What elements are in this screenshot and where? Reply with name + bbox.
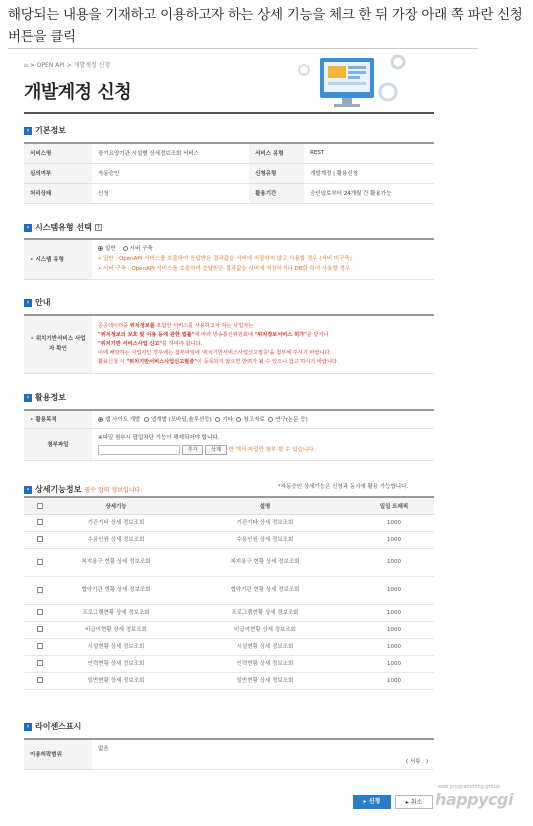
row-checkbox[interactable] xyxy=(37,643,43,649)
table-header-row: 상세기능 설명 일일 트래픽 xyxy=(24,497,434,514)
notice-table xyxy=(24,314,434,374)
file-input[interactable] xyxy=(98,445,180,455)
monitor-illustration xyxy=(290,52,410,112)
row-checkbox[interactable] xyxy=(37,609,43,615)
row-checkbox[interactable] xyxy=(37,587,43,593)
radio-server[interactable]: 서버 구축 xyxy=(123,246,153,252)
auto-approve-note: *자동승인 상세기능은 신청과 동시에 활용 가능합니다. xyxy=(278,484,409,490)
system-note: • 서버 구축 : OpenAPI 서비스를 호출하여 응답받은 결과값을 서버에 저장하거나 DB화 하여 사용할 경우 xyxy=(98,266,351,273)
basic-info-table xyxy=(24,142,434,204)
breadcrumb-item[interactable]: OPEN API xyxy=(36,62,65,69)
license-title: › 라이센스표시 xyxy=(24,721,81,732)
breadcrumb: ⌂ > OPEN API > 개발계정 신청 xyxy=(24,62,111,69)
table-row: 일반현황 상세 정보조회 일반현황 상세 정보조회 1000 xyxy=(24,672,434,689)
table-row: 첨부파일 ※파일 첨부시 팝업차단 기능이 해제되어야 합니다. 추가 삭제 한 개의 파일만 첨부 할 수 있습니다. xyxy=(24,428,434,460)
usage-title: › 활용정보 xyxy=(24,392,66,403)
page-title: 개발계정 신청 xyxy=(24,82,132,103)
table-row: 기관기타 상세 정보조회 기관기타 상세 정보조회 1000 xyxy=(24,514,434,531)
breadcrumb-item[interactable]: 개발계정 신청 xyxy=(73,62,111,69)
table-row: • 활용목적 웹 사이트 개발 앱개발 (모바일,솔루션등) 기타 참고자료 연구(논문 등) xyxy=(24,410,434,428)
radio-purpose[interactable]: 참고자료 xyxy=(236,417,264,423)
row-checkbox[interactable] xyxy=(37,660,43,666)
table-row: 처리상태 신청 활용기간 승인일로부터 24개월 간 활용가능 xyxy=(24,183,434,203)
file-limit-note: 한 개의 파일만 첨부 할 수 있습니다. xyxy=(228,447,316,453)
watermark-tagline: web programming group xyxy=(438,784,500,790)
divider xyxy=(24,112,434,114)
table-row: 복지용구 현황 상세 정보조회 복지용구 현황 상세 정보조회 1000 xyxy=(24,548,434,576)
table-row: • 위치기반서비스 사업자 확인 공공데이터중 위치정보를 포함한 서비스를 사용하고자 하는 사업자는 "위치정보의 보호 및 이용 등에 관한 법률"에 따라 방송통신위원회에 "위치정보서비스 허가"를 받거나 "위치기반 서비스사업 신고"를 하여야 합니다. 이에 해당하는 사업자인 경우에는 첨부파일에 '위치기반서비스사업신고필증'을 첨부해 주시기 바랍니다. 활용신청 시 "위치기반서비스사업신고필증"이 등록되지 않으면 반려가 될 수 있으니 참고 하시기 바랍니다. xyxy=(24,315,434,373)
radio-purpose[interactable]: 앱개발 (모바일,솔루션등) xyxy=(144,417,212,423)
divider xyxy=(8,48,478,49)
chevron-right-icon: › xyxy=(24,127,32,135)
instruction-text: 해당되는 내용을 기재하고 이용하고자 하는 상세 기능을 체크 한 뒤 가장 아래 쪽 파란 신청 버튼을 클릭 xyxy=(8,7,523,45)
select-all-checkbox[interactable] xyxy=(37,503,43,509)
watermark-logo: happycgi xyxy=(435,790,513,809)
radio-general[interactable]: 일반 xyxy=(98,246,116,252)
radio-purpose[interactable]: 기타 xyxy=(215,417,233,423)
cancel-button[interactable]: ▸ 취소 xyxy=(395,795,433,809)
system-type-title: › 시스템유형 선택 ? xyxy=(24,222,102,233)
detail-title: › 상세기능정보 필수 입력 정보입니다. xyxy=(24,484,142,495)
table-row: 프로그램현황 상세 정보조회 프로그램현황 상세 정보조회 1000 xyxy=(24,604,434,621)
help-icon[interactable]: ? xyxy=(95,224,102,231)
chevron-right-icon: › xyxy=(24,224,32,232)
license-table xyxy=(24,738,434,770)
system-note: • 일반 : OpenAPI 서비스를 호출하여 응답받은 결과값을 서버에 저장하지 않고 사용할 경우 (서버 미구축) xyxy=(98,256,352,263)
table-row: 인력현황 상세 정보조회 인력현황 상세 정보조회 1000 xyxy=(24,655,434,672)
file-note: ※파일 첨부시 팝업차단 기능이 해제되어야 합니다. xyxy=(98,435,220,441)
chevron-right-icon: › xyxy=(24,394,32,402)
table-row: 서비스명 장기요양기관 시설별 상세정보조회 서비스 서비스 유형 REST xyxy=(24,143,434,163)
apply-button[interactable]: ▸ 신청 xyxy=(353,795,391,809)
table-row: 시설현황 상세 정보조회 시설현황 상세 정보조회 1000 xyxy=(24,638,434,655)
license-source: ( 서류 : ) xyxy=(405,758,428,765)
detail-table xyxy=(24,496,434,690)
table-row: 이용허락범위 없음 ( 서류 : ) xyxy=(24,739,434,769)
table-row: 수용인원 상세 정보조회 수용인원 상세 정보조회 1000 xyxy=(24,531,434,548)
row-checkbox[interactable] xyxy=(37,536,43,542)
row-checkbox[interactable] xyxy=(37,677,43,683)
table-row: • 시스템 유형 일반 서버 구축 • 일반 : OpenAPI 서비스를 호출하여 응답받은 결과값을 서버에 저장하지 않고 사용할 경우 (서버 미구축) • 서버 구축 : OpenAPI 서비스를 호출하여 응답받은 결과값을 서버에 저장하거나 DB화 하여 사용할 경우 xyxy=(24,239,434,279)
radio-purpose[interactable]: 웹 사이트 개발 xyxy=(98,417,140,423)
row-checkbox[interactable] xyxy=(37,626,43,632)
add-file-button[interactable]: 추가 xyxy=(182,445,204,455)
usage-table xyxy=(24,409,434,461)
chevron-right-icon: › xyxy=(24,299,32,307)
table-row: 협약기관 현황 상세 정보조회 협약기관 현황 상세 정보조회 1000 xyxy=(24,576,434,604)
row-checkbox[interactable] xyxy=(37,559,43,565)
delete-file-button[interactable]: 삭제 xyxy=(205,445,227,455)
row-checkbox[interactable] xyxy=(37,519,43,525)
system-type-table xyxy=(24,238,434,280)
notice-title: › 안내 xyxy=(24,297,50,308)
license-value: 없음 xyxy=(98,746,109,752)
radio-purpose[interactable]: 연구(논문 등) xyxy=(268,417,308,423)
chevron-right-icon: › xyxy=(24,723,32,731)
table-row: 심의여부 자동승인 신청유형 개발계정 | 활용신청 xyxy=(24,163,434,183)
chevron-right-icon: › xyxy=(24,486,32,494)
table-row: 비급여현황 상세 정보조회 비급여현황 상세 정보조회 1000 xyxy=(24,621,434,638)
basic-info-title: › 기본정보 xyxy=(24,125,66,136)
home-icon[interactable]: ⌂ xyxy=(24,62,28,69)
